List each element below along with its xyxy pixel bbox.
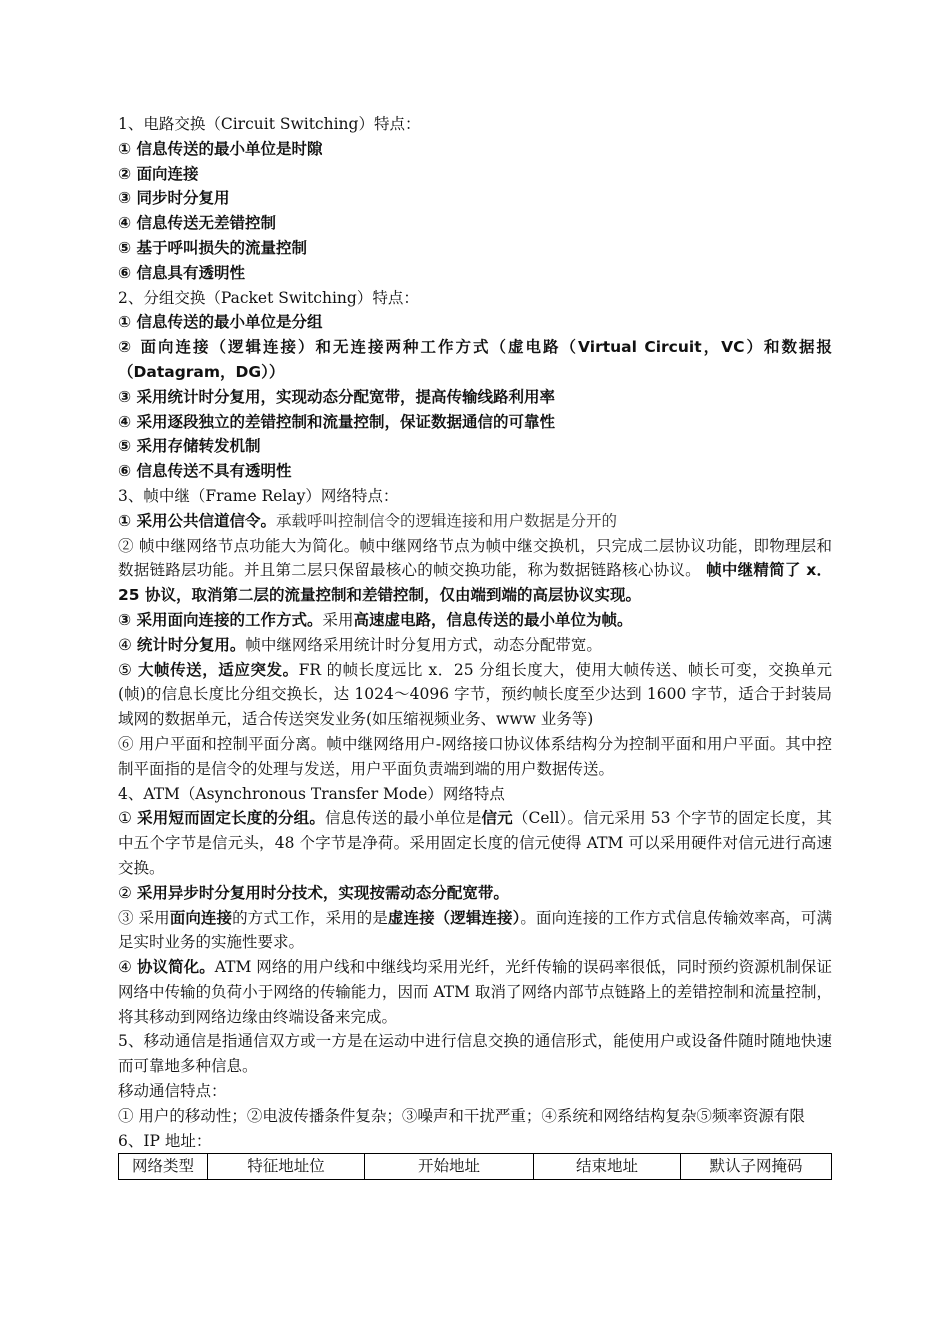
s2-item-3: ③ 采用统计时分复用，实现动态分配宽带，提高传输线路利用率	[118, 387, 556, 406]
table-header-cell: 开始地址	[365, 1154, 534, 1180]
s4-item-3-b: 的方式工作，采用的是	[232, 908, 388, 927]
s2-item-2: ② 面向连接（逻辑连接）和无连接两种工作方式（虚电路（Virtual Circuit，VC）和数据报（Datagram，DG））	[118, 338, 832, 381]
s2-item-5: ⑤ 采用存储转发机制	[118, 437, 261, 456]
table-header-cell: 默认子网掩码	[681, 1154, 832, 1180]
s3-item-2	[118, 534, 832, 608]
s4-item-1-pre: ①	[118, 809, 138, 828]
s4-item-3-c: 。面向连接的工作方式信息传输效率高，可满足实时业务的实施性要求。	[118, 908, 832, 952]
section-5-text: 5、移动通信是指通信双方或一方是在运动中进行信息交换的通信形式，能使用户或设备件随时随地快速而可靠地多种信息。	[118, 1032, 832, 1076]
s3-item-1-bold: ① 采用公共信道信令。	[118, 511, 277, 530]
s4-item-2	[118, 881, 832, 906]
section-5-subheading: 移动通信特点：	[118, 1082, 227, 1101]
s4-item-3-bold: 面向连接	[169, 908, 233, 927]
s3-item-1-text: 承载呼叫控制信令的逻辑连接和用户数据是分开的	[276, 511, 618, 530]
s3-item-3	[118, 608, 832, 633]
s3-item-4-bold: 统计时分复用。	[136, 635, 246, 654]
s4-item-3	[118, 906, 832, 956]
s3-item-3-mid: 采用	[322, 610, 354, 629]
s4-item-1-bold2: 信元	[481, 809, 513, 828]
table-header-cell: 特征地址位	[208, 1154, 365, 1180]
s1-item-6: ⑥ 信息具有透明性	[118, 263, 246, 282]
s4-item-2-bold: 采用异步时分复用时分技术，实现按需动态分配宽带。	[136, 883, 509, 902]
table-header-cell: 网络类型	[119, 1154, 208, 1180]
s3-item-4-text: 帧中继网络采用统计时分复用方式，动态分配带宽。	[245, 635, 602, 654]
s1-item-2: ② 面向连接	[118, 164, 199, 183]
document-page	[118, 112, 832, 1180]
s1-item-1: ① 信息传送的最小单位是时隙	[118, 139, 323, 158]
s4-item-3-bold2: 虚连接（逻辑连接）	[387, 908, 521, 927]
s3-item-5-text: FR 的帧长度远比 x．25 分组长度大，使用大帧传送、帧长可变，交换单元(帧)的信息长度比分组交换长，达 1024～4096 字节，预约帧长度至少达到 1600 字节，适合于封装局域网的数据单元，适合传送突发业务(如压缩视频业务、www 业务等)	[118, 660, 832, 729]
s2-item-6: ⑥ 信息传送不具有透明性	[118, 462, 292, 481]
s2-item-1: ① 信息传送的最小单位是分组	[118, 313, 323, 332]
table-header-cell: 结束地址	[534, 1154, 681, 1180]
s3-item-2-text: ② 帧中继网络节点功能大为简化。帧中继网络节点为帧中继交换机，只完成二层协议功能，即物理层和数据链路层功能。并且第二层只保留最核心的帧交换功能，称为数据链路核心协议。	[118, 536, 832, 580]
section-1-heading: 1、电路交换（Circuit Switching）特点：	[118, 115, 421, 133]
s4-item-4-text: ATM 网络的用户线和中继线均采用光纤，光纤传输的误码率很低，同时预约资源机制保证网络中传输的负荷小于网络的传输能力，因而 ATM 取消了网络内部节点链路上的差错控制和流量控制，将其移动到网络边缘由终端设备来完成。	[118, 958, 832, 1026]
section-6-heading: 6、IP 地址：	[118, 1131, 212, 1150]
s1-item-5: ⑤ 基于呼叫损失的流量控制	[118, 238, 308, 257]
section-4-heading: 4、ATM（Asynchronous Transfer Mode）网络特点	[118, 784, 505, 803]
s4-item-1-bold: 采用短而固定长度的分组。	[137, 809, 325, 828]
s1-item-4: ④ 信息传送无差错控制	[118, 214, 277, 233]
s3-item-4-pre: ④	[118, 635, 137, 654]
s3-item-4	[118, 633, 832, 658]
s3-item-6: ⑥ 用户平面和控制平面分离。帧中继网络用户-网络接口协议体系结构分为控制平面和用户平面。其中控制平面指的是信令的处理与发送，用户平面负责端到端的用户数据传送。	[118, 734, 832, 778]
s2-item-4: ④ 采用逐段独立的差错控制和流量控制，保证数据通信的可靠性	[118, 412, 556, 431]
s3-item-3-bold: ③ 采用面向连接的工作方式。	[118, 610, 323, 629]
s3-item-2-bold: 帧中继精简了 x．25 协议，取消第二层的流量控制和差错控制，仅由端到端的高层协议实现。	[118, 561, 832, 605]
section-5-list: ① 用户的移动性；②电波传播条件复杂；③噪声和干扰严重；④系统和网络结构复杂⑤频率资源有限	[118, 1106, 805, 1125]
table-header-row	[119, 1154, 832, 1180]
s4-item-3-a: ③ 采用	[118, 908, 170, 927]
s4-item-1-b: （Cell）。信元采用 53 个字节的固定长度，其中五个字节是信元头，48 个字节是净荷。采用固定长度的信元使得 ATM 可以采用硬件对信元进行高速交换。	[118, 809, 832, 877]
s4-item-4-pre: ④	[118, 958, 137, 977]
s3-item-1	[118, 509, 832, 534]
s4-item-1-a: 信息传送的最小单位是	[324, 809, 482, 828]
s3-item-5-pre: ⑤	[118, 660, 138, 679]
s4-item-1	[118, 806, 832, 880]
section-2-heading: 2、分组交换（Packet Switching）特点：	[118, 288, 419, 307]
s3-item-5-bold: 大帧传送，适应突发。	[137, 660, 299, 679]
s3-item-3-bold2: 高速虚电路，信息传送的最小单位为帧。	[353, 610, 633, 629]
ip-address-table	[118, 1153, 832, 1180]
s4-item-4	[118, 955, 832, 1029]
section-3-heading: 3、帧中继（Frame Relay）网络特点：	[118, 486, 399, 505]
s4-item-2-pre: ②	[118, 883, 137, 902]
s1-item-3: ③ 同步时分复用	[118, 189, 230, 208]
s3-item-5	[118, 658, 832, 732]
s4-item-4-bold: 协议简化。	[136, 958, 215, 977]
